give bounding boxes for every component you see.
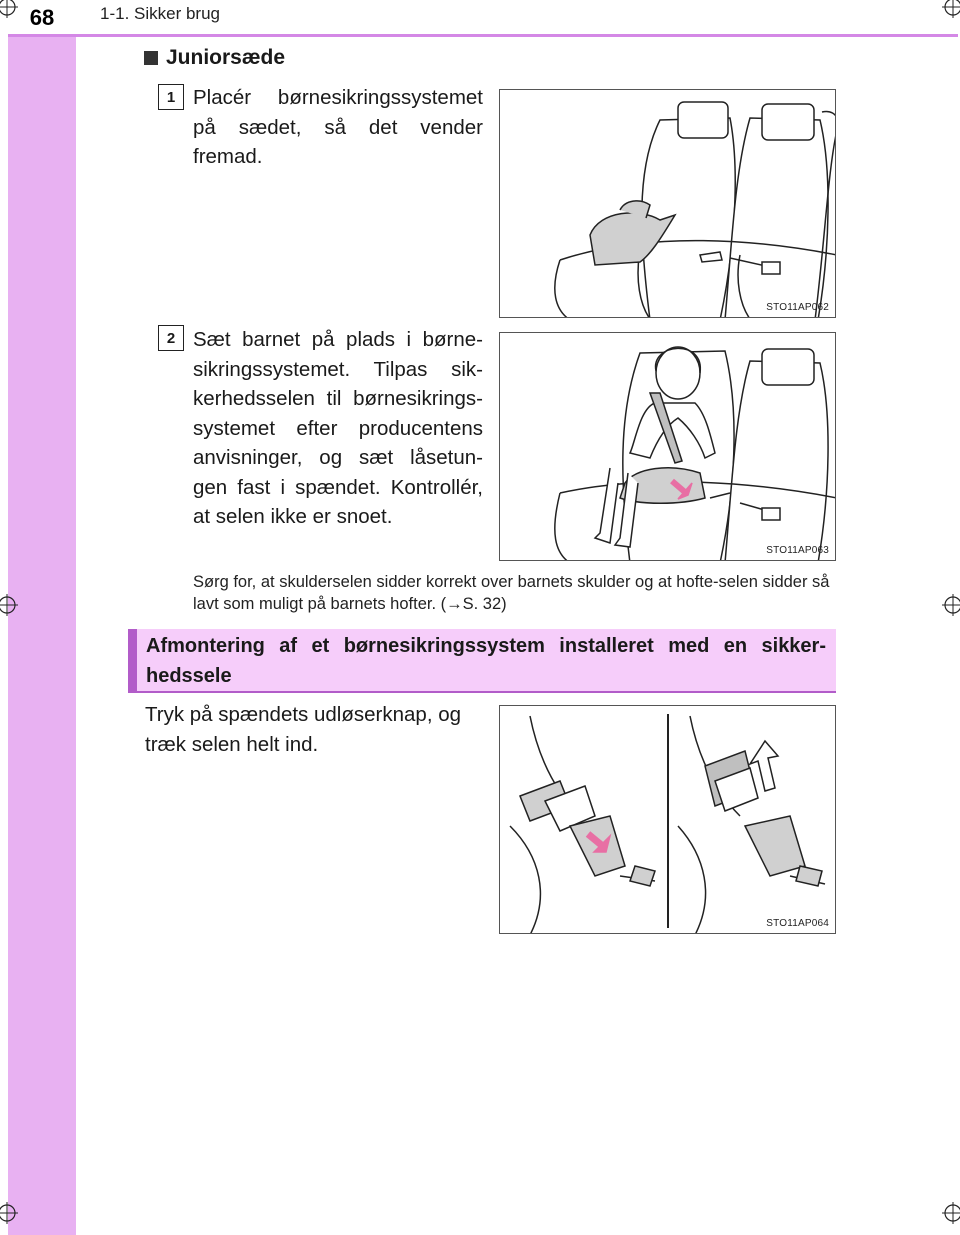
figure-buckle-release — [499, 705, 836, 934]
banner-title: Afmontering af et børnesikringssystem installeret med en sikker-hedssele — [146, 635, 826, 687]
step-1-text: Placér børnesikringssystemet på sædet, så det vender fremad. — [193, 86, 483, 168]
figure-code: STO11AP063 — [766, 545, 829, 556]
figure-child-on-booster — [499, 332, 836, 561]
side-band — [8, 0, 76, 1235]
registration-mark-icon — [942, 0, 960, 18]
registration-mark-icon — [942, 1202, 960, 1224]
square-bullet-icon — [144, 51, 158, 65]
registration-mark-icon — [942, 594, 960, 616]
figure-code: STO11AP062 — [766, 302, 829, 313]
buckle-release-illustration — [500, 706, 836, 934]
note-text: Sørg for, at skulderselen sidder korrekt over barnets skulder og at hofte-selen sidder så lavt som muligt på barnets hofter. (→S. 32) — [193, 573, 830, 613]
section-title: 1-1. Sikker brug — [100, 4, 220, 23]
figure-code: STO11AP064 — [766, 918, 829, 929]
registration-mark-icon — [0, 0, 18, 18]
figure-booster-seat — [499, 89, 836, 318]
release-instruction: Tryk på spændets udløserknap, og træk selen helt ind. — [145, 703, 462, 756]
subsection-title: Juniorsæde — [166, 46, 286, 69]
booster-seat-illustration — [500, 90, 836, 318]
header-rule — [8, 34, 958, 37]
step-1-badge: 1 — [158, 84, 184, 110]
section-banner — [128, 629, 836, 693]
step-2-badge: 2 — [158, 325, 184, 351]
page-number: 68 — [8, 0, 76, 36]
subsection-heading — [144, 46, 285, 70]
registration-mark-icon — [0, 1202, 18, 1224]
step-2-text: Sæt barnet på plads i børne-sikringssystemet. Tilpas sik-kerhedsselen til børnesikrings-systemet efter producentens anvisninger, og sæt låsetun-gen fast i spændet. Kontrollér, at selen ikke er snoet. — [193, 328, 483, 528]
registration-mark-icon — [0, 594, 18, 616]
child-seatbelt-illustration — [500, 333, 836, 561]
